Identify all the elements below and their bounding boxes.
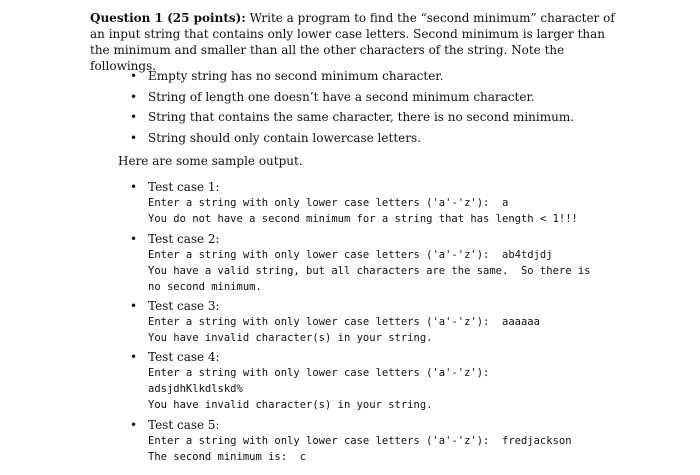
test-case-label: • Test case 1: bbox=[138, 180, 638, 195]
test-case-4 bbox=[138, 350, 638, 413]
test-case-label: • Test case 4: bbox=[138, 350, 638, 365]
output-line: The second minimum is: c bbox=[148, 451, 307, 463]
output-line: You have invalid character(s) in your string. bbox=[148, 332, 433, 344]
output-line: Enter a string with only lower case letters ('a'-'z'): fredjackson bbox=[148, 435, 572, 447]
test-case-1 bbox=[138, 180, 638, 227]
test-case-5 bbox=[138, 418, 638, 465]
notes-list bbox=[138, 66, 618, 148]
output-line: Enter a string with only lower case letters ('a'-'z'): aaaaaa bbox=[148, 316, 540, 328]
test-case-label: • Test case 3: bbox=[138, 299, 638, 314]
output-line: You do not have a second minimum for a string that has length < 1!!! bbox=[148, 213, 578, 225]
note-item: • String of length one doesn’t have a second minimum character. bbox=[138, 87, 618, 108]
note-item: • String that contains the same character, there is no second minimum. bbox=[138, 107, 618, 128]
output-line: Enter a string with only lower case letters ('a'-'z'): bbox=[148, 367, 490, 379]
output-line: You have a valid string, but all characters are the same. So there is bbox=[148, 265, 591, 277]
test-case-3 bbox=[138, 299, 638, 346]
output-line: You have invalid character(s) in your string. bbox=[148, 399, 433, 411]
test-case-2 bbox=[138, 232, 638, 295]
test-case-label: • Test case 2: bbox=[138, 232, 638, 247]
output-line: Enter a string with only lower case letters ('a'-'z'): ab4tdjdj bbox=[148, 249, 553, 261]
question-paragraph bbox=[90, 10, 618, 74]
note-item: • String should only contain lowercase letters. bbox=[138, 128, 618, 149]
question-heading: Question 1 (25 points): bbox=[90, 11, 246, 25]
output-line: no second minimum. bbox=[148, 281, 262, 293]
question-body: Write a program to find the “second minimum” character of an input string that contains only lower case letters. Second minimum is larger than the minimum and smaller than all the other characters of the string. Note the followings. bbox=[90, 11, 615, 73]
test-case-label: • Test case 5: bbox=[138, 418, 638, 433]
output-line: adsjdhKlkdlskd% bbox=[148, 383, 243, 395]
sample-intro: Here are some sample output. bbox=[118, 154, 303, 168]
note-item: • Empty string has no second minimum character. bbox=[138, 66, 618, 87]
output-line: Enter a string with only lower case letters ('a'-'z'): a bbox=[148, 197, 509, 209]
